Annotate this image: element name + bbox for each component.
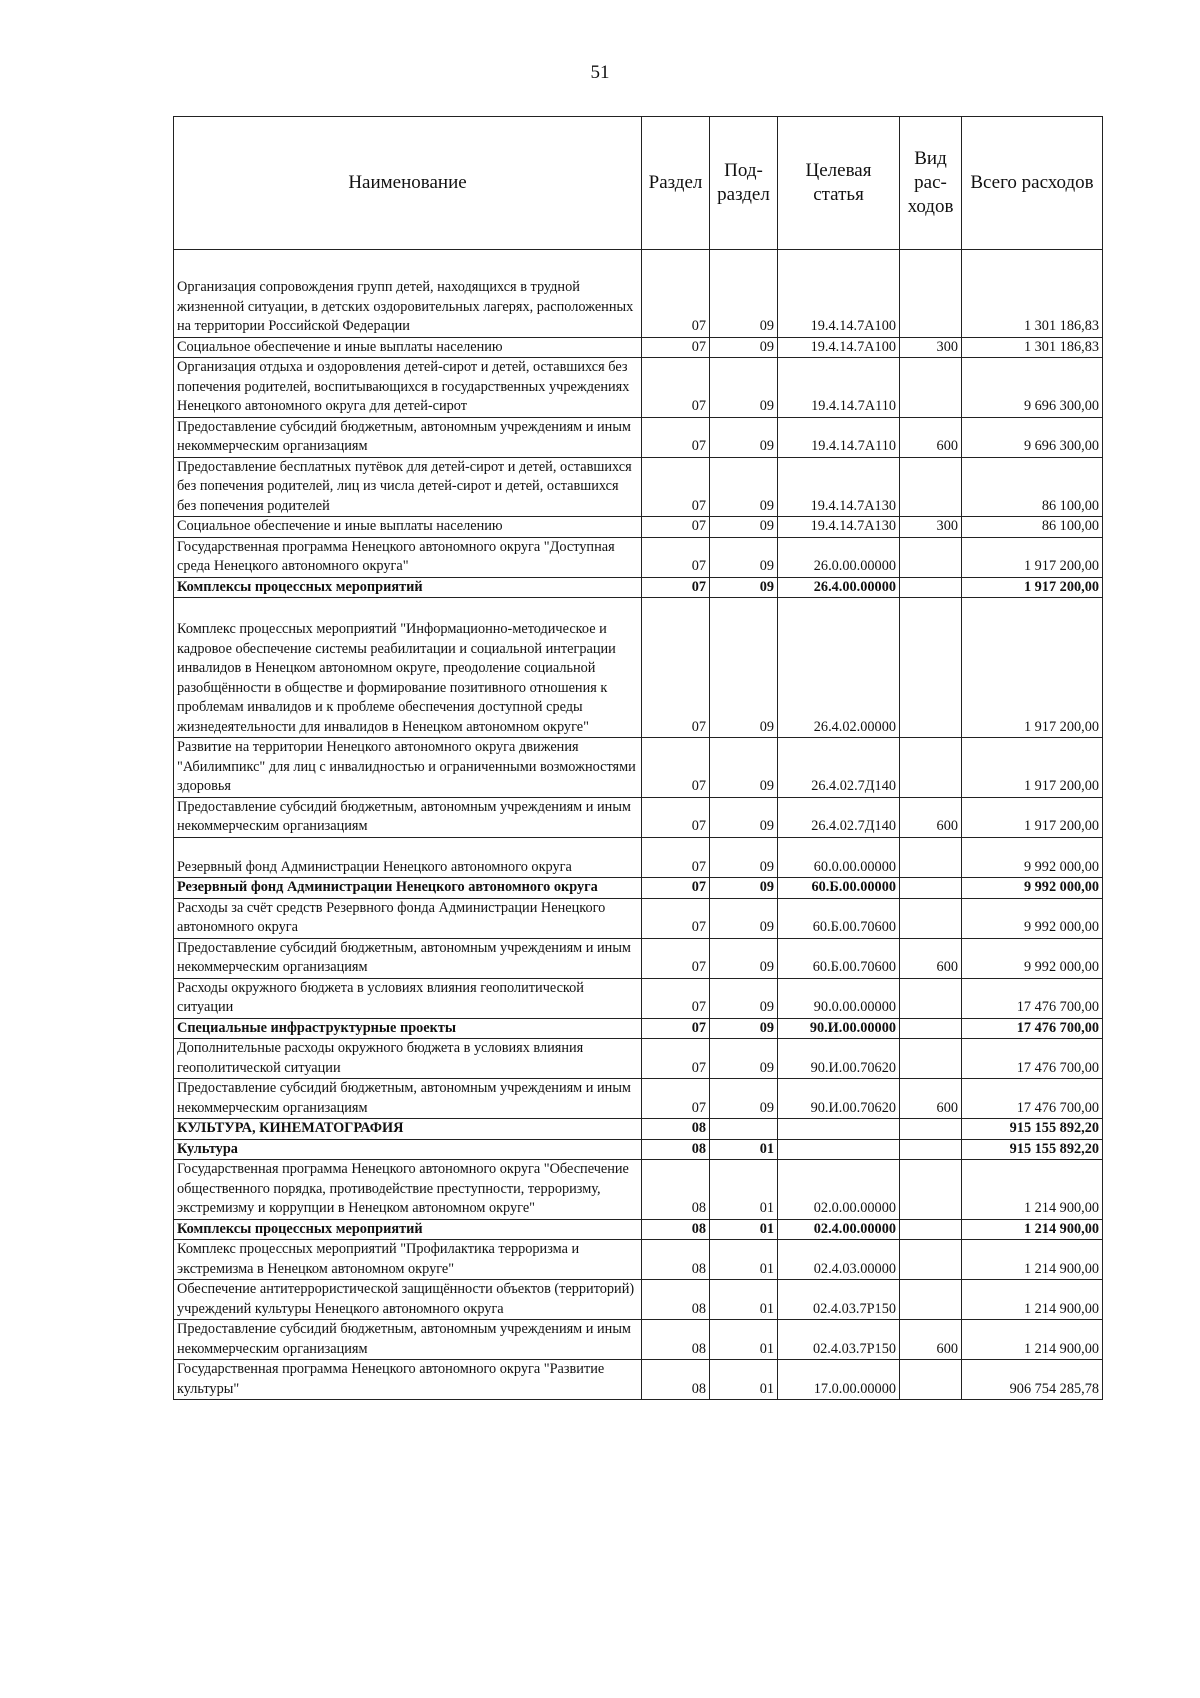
cell-name: Государственная программа Ненецкого автономного округа "Развитие культуры" (174, 1360, 642, 1400)
cell-target: 90.И.00.70620 (778, 1079, 900, 1119)
table-row (174, 738, 1103, 798)
cell-subsection: 09 (710, 250, 778, 338)
cell-name: Социальное обеспечение и иные выплаты населению (174, 517, 642, 538)
cell-name: Предоставление субсидий бюджетным, автономным учреждениям и иным некоммерческим организациям (174, 417, 642, 457)
cell-name: Расходы за счёт средств Резервного фонда Администрации Ненецкого автономного округа (174, 898, 642, 938)
cell-subsection: 09 (710, 537, 778, 577)
cell-total: 1 917 200,00 (962, 598, 1103, 738)
cell-target: 02.4.00.00000 (778, 1219, 900, 1240)
table-row (174, 938, 1103, 978)
cell-name: Предоставление субсидий бюджетным, автономным учреждениям и иным некоммерческим организациям (174, 797, 642, 837)
table-row (174, 598, 1103, 738)
cell-target: 26.4.02.00000 (778, 598, 900, 738)
cell-subsection (710, 1119, 778, 1140)
cell-total: 1 301 186,83 (962, 337, 1103, 358)
cell-total: 1 917 200,00 (962, 797, 1103, 837)
cell-subsection: 01 (710, 1160, 778, 1220)
cell-kind: 600 (900, 797, 962, 837)
cell-section: 07 (642, 1079, 710, 1119)
cell-total: 915 155 892,20 (962, 1139, 1103, 1160)
cell-section: 08 (642, 1240, 710, 1280)
cell-target: 02.4.03.00000 (778, 1240, 900, 1280)
cell-subsection: 01 (710, 1280, 778, 1320)
cell-target: 26.4.02.7Д140 (778, 738, 900, 798)
table-row (174, 358, 1103, 418)
cell-subsection: 09 (710, 358, 778, 418)
cell-target: 19.4.14.7А110 (778, 417, 900, 457)
cell-kind (900, 537, 962, 577)
cell-kind (900, 1160, 962, 1220)
cell-name: Предоставление субсидий бюджетным, автономным учреждениям и иным некоммерческим организациям (174, 1320, 642, 1360)
cell-total: 1 917 200,00 (962, 577, 1103, 598)
cell-subsection: 09 (710, 938, 778, 978)
cell-target: 19.4.14.7А100 (778, 337, 900, 358)
cell-section: 07 (642, 738, 710, 798)
cell-kind (900, 1139, 962, 1160)
cell-total: 17 476 700,00 (962, 1079, 1103, 1119)
cell-name: Государственная программа Ненецкого автономного округа "Доступная среда Ненецкого автономного округа" (174, 537, 642, 577)
cell-total: 1 214 900,00 (962, 1320, 1103, 1360)
cell-total: 9 992 000,00 (962, 898, 1103, 938)
cell-section: 07 (642, 1039, 710, 1079)
cell-total: 9 696 300,00 (962, 358, 1103, 418)
cell-subsection: 09 (710, 337, 778, 358)
table-row (174, 417, 1103, 457)
table-row (174, 1160, 1103, 1220)
cell-total: 17 476 700,00 (962, 1039, 1103, 1079)
cell-total: 1 917 200,00 (962, 738, 1103, 798)
cell-total: 1 214 900,00 (962, 1240, 1103, 1280)
cell-subsection: 09 (710, 797, 778, 837)
cell-target: 19.4.14.7А130 (778, 457, 900, 517)
cell-kind (900, 1219, 962, 1240)
cell-subsection: 09 (710, 738, 778, 798)
table-row (174, 1320, 1103, 1360)
column-header-kind: Вид рас- ходов (900, 117, 962, 250)
cell-section: 07 (642, 898, 710, 938)
cell-name: Комплекс процессных мероприятий "Профилактика терроризма и экстремизма в Ненецком автономном округе" (174, 1240, 642, 1280)
cell-subsection: 09 (710, 417, 778, 457)
cell-target (778, 1119, 900, 1140)
page-number: 51 (590, 62, 610, 83)
table-row (174, 337, 1103, 358)
cell-section: 07 (642, 598, 710, 738)
cell-section: 07 (642, 837, 710, 878)
cell-name: Организация отдыха и оздоровления детей-сирот и детей, оставшихся без попечения родителей, воспитывающихся в государственных учреждениях Ненецкого автономного округа для детей-сирот (174, 358, 642, 418)
cell-section: 07 (642, 457, 710, 517)
cell-name: Развитие на территории Ненецкого автономного округа движения "Абилимпикс" для лиц с инвалидностью и ограниченными возможностями здоровья (174, 738, 642, 798)
cell-kind (900, 837, 962, 878)
cell-target: 02.4.03.7Р150 (778, 1320, 900, 1360)
cell-total: 1 917 200,00 (962, 537, 1103, 577)
table-row (174, 1280, 1103, 1320)
cell-kind (900, 898, 962, 938)
column-header-name: Наименование (174, 117, 642, 250)
table-row (174, 837, 1103, 878)
cell-name: Культура (174, 1139, 642, 1160)
cell-target: 19.4.14.7А130 (778, 517, 900, 538)
cell-total: 86 100,00 (962, 517, 1103, 538)
cell-name: Расходы окружного бюджета в условиях влияния геополитической ситуации (174, 978, 642, 1018)
cell-section: 07 (642, 417, 710, 457)
cell-section: 07 (642, 358, 710, 418)
table-body (174, 250, 1103, 1400)
cell-subsection: 01 (710, 1240, 778, 1280)
table-row (174, 577, 1103, 598)
table-row (174, 898, 1103, 938)
cell-target: 19.4.14.7А110 (778, 358, 900, 418)
cell-subsection: 09 (710, 598, 778, 738)
cell-subsection: 09 (710, 898, 778, 938)
cell-section: 07 (642, 978, 710, 1018)
cell-subsection: 09 (710, 1018, 778, 1039)
column-header-subsection: Под- раздел (710, 117, 778, 250)
table-row (174, 537, 1103, 577)
cell-name: Резервный фонд Администрации Ненецкого автономного округа (174, 878, 642, 899)
table-row (174, 878, 1103, 899)
table-row (174, 250, 1103, 338)
cell-subsection: 09 (710, 517, 778, 538)
cell-section: 08 (642, 1360, 710, 1400)
cell-target: 60.Б.00.70600 (778, 938, 900, 978)
budget-table (173, 116, 1103, 1400)
cell-kind (900, 250, 962, 338)
cell-name: Предоставление бесплатных путёвок для детей-сирот и детей, оставшихся без попечения родителей, лиц из числа детей-сирот и детей, оставшихся без попечения родителей (174, 457, 642, 517)
table-row (174, 797, 1103, 837)
cell-kind (900, 1360, 962, 1400)
cell-total: 1 301 186,83 (962, 250, 1103, 338)
cell-total: 17 476 700,00 (962, 978, 1103, 1018)
cell-kind (900, 577, 962, 598)
cell-name: Организация сопровождения групп детей, находящихся в трудной жизненной ситуации, в детских оздоровительных лагерях, расположенных на территории Российской Федерации (174, 250, 642, 338)
cell-subsection: 09 (710, 1039, 778, 1079)
cell-kind (900, 457, 962, 517)
cell-section: 08 (642, 1219, 710, 1240)
cell-total: 9 696 300,00 (962, 417, 1103, 457)
cell-section: 07 (642, 878, 710, 899)
cell-total: 906 754 285,78 (962, 1360, 1103, 1400)
cell-kind (900, 878, 962, 899)
cell-target: 60.Б.00.70600 (778, 898, 900, 938)
cell-section: 07 (642, 1018, 710, 1039)
cell-name: Предоставление субсидий бюджетным, автономным учреждениям и иным некоммерческим организациям (174, 938, 642, 978)
cell-target: 26.0.00.00000 (778, 537, 900, 577)
table-row (174, 978, 1103, 1018)
cell-section: 08 (642, 1320, 710, 1360)
cell-name: КУЛЬТУРА, КИНЕМАТОГРАФИЯ (174, 1119, 642, 1140)
cell-target: 02.4.03.7Р150 (778, 1280, 900, 1320)
cell-target: 90.И.00.00000 (778, 1018, 900, 1039)
cell-section: 07 (642, 938, 710, 978)
cell-name: Государственная программа Ненецкого автономного округа "Обеспечение общественного порядка, противодействие преступности, терроризму, экстремизму и коррупции в Ненецком автономном округе" (174, 1160, 642, 1220)
cell-kind: 300 (900, 337, 962, 358)
cell-name: Обеспечение антитеррористической защищённости объектов (территорий) учреждений культуры Ненецкого автономного округа (174, 1280, 642, 1320)
cell-name: Комплекс процессных мероприятий "Информационно-методическое и кадровое обеспечение системы реабилитации и социальной интеграции инвалидов в Ненецком автономном округе, преодоление социальной разобщённости в обществе и формирование позитивного отношения к проблемам инвалидов и к проблеме обеспечения доступной среды жизнедеятельности для инвалидов в Ненецком автономном округе" (174, 598, 642, 738)
cell-target: 02.0.00.00000 (778, 1160, 900, 1220)
cell-total: 17 476 700,00 (962, 1018, 1103, 1039)
cell-subsection: 01 (710, 1360, 778, 1400)
table-row (174, 517, 1103, 538)
cell-name: Специальные инфраструктурные проекты (174, 1018, 642, 1039)
cell-total: 1 214 900,00 (962, 1160, 1103, 1220)
table-row (174, 1018, 1103, 1039)
cell-kind: 600 (900, 417, 962, 457)
cell-target: 90.И.00.70620 (778, 1039, 900, 1079)
cell-target: 60.0.00.00000 (778, 837, 900, 878)
cell-total: 1 214 900,00 (962, 1219, 1103, 1240)
cell-kind: 600 (900, 1320, 962, 1360)
cell-section: 08 (642, 1119, 710, 1140)
cell-total: 1 214 900,00 (962, 1280, 1103, 1320)
cell-total: 86 100,00 (962, 457, 1103, 517)
table-row (174, 457, 1103, 517)
cell-kind: 600 (900, 1079, 962, 1119)
cell-target: 17.0.00.00000 (778, 1360, 900, 1400)
table-row (174, 1139, 1103, 1160)
table-row (174, 1039, 1103, 1079)
cell-target: 90.0.00.00000 (778, 978, 900, 1018)
cell-subsection: 01 (710, 1320, 778, 1360)
cell-kind (900, 1018, 962, 1039)
cell-kind (900, 1240, 962, 1280)
cell-target (778, 1139, 900, 1160)
column-header-target: Целевая статья (778, 117, 900, 250)
cell-subsection: 01 (710, 1139, 778, 1160)
cell-name: Комплексы процессных мероприятий (174, 577, 642, 598)
column-header-section: Раздел (642, 117, 710, 250)
cell-kind (900, 738, 962, 798)
cell-subsection: 09 (710, 1079, 778, 1119)
cell-section: 07 (642, 250, 710, 338)
cell-section: 07 (642, 577, 710, 598)
cell-target: 19.4.14.7А100 (778, 250, 900, 338)
cell-subsection: 09 (710, 978, 778, 1018)
cell-section: 07 (642, 517, 710, 538)
cell-name: Дополнительные расходы окружного бюджета в условиях влияния геополитической ситуации (174, 1039, 642, 1079)
cell-kind (900, 1039, 962, 1079)
cell-kind (900, 598, 962, 738)
cell-section: 08 (642, 1160, 710, 1220)
cell-total: 9 992 000,00 (962, 837, 1103, 878)
cell-subsection: 09 (710, 878, 778, 899)
cell-total: 9 992 000,00 (962, 878, 1103, 899)
cell-kind: 600 (900, 938, 962, 978)
table-row (174, 1360, 1103, 1400)
cell-subsection: 09 (710, 577, 778, 598)
cell-kind (900, 358, 962, 418)
cell-kind (900, 978, 962, 1018)
cell-section: 07 (642, 797, 710, 837)
column-header-total: Всего расходов (962, 117, 1103, 250)
cell-target: 26.4.00.00000 (778, 577, 900, 598)
table-row (174, 1240, 1103, 1280)
cell-subsection: 01 (710, 1219, 778, 1240)
table-row (174, 1119, 1103, 1140)
cell-name: Предоставление субсидий бюджетным, автономным учреждениям и иным некоммерческим организациям (174, 1079, 642, 1119)
table-row (174, 1219, 1103, 1240)
cell-name: Социальное обеспечение и иные выплаты населению (174, 337, 642, 358)
cell-target: 60.Б.00.00000 (778, 878, 900, 899)
cell-name: Резервный фонд Администрации Ненецкого автономного округа (174, 837, 642, 878)
cell-target: 26.4.02.7Д140 (778, 797, 900, 837)
cell-kind (900, 1119, 962, 1140)
cell-total: 9 992 000,00 (962, 938, 1103, 978)
cell-section: 08 (642, 1139, 710, 1160)
cell-kind: 300 (900, 517, 962, 538)
cell-subsection: 09 (710, 837, 778, 878)
cell-subsection: 09 (710, 457, 778, 517)
cell-section: 07 (642, 537, 710, 577)
cell-kind (900, 1280, 962, 1320)
cell-section: 07 (642, 337, 710, 358)
table-header-row (174, 117, 1103, 250)
cell-name: Комплексы процессных мероприятий (174, 1219, 642, 1240)
table-row (174, 1079, 1103, 1119)
cell-section: 08 (642, 1280, 710, 1320)
cell-total: 915 155 892,20 (962, 1119, 1103, 1140)
